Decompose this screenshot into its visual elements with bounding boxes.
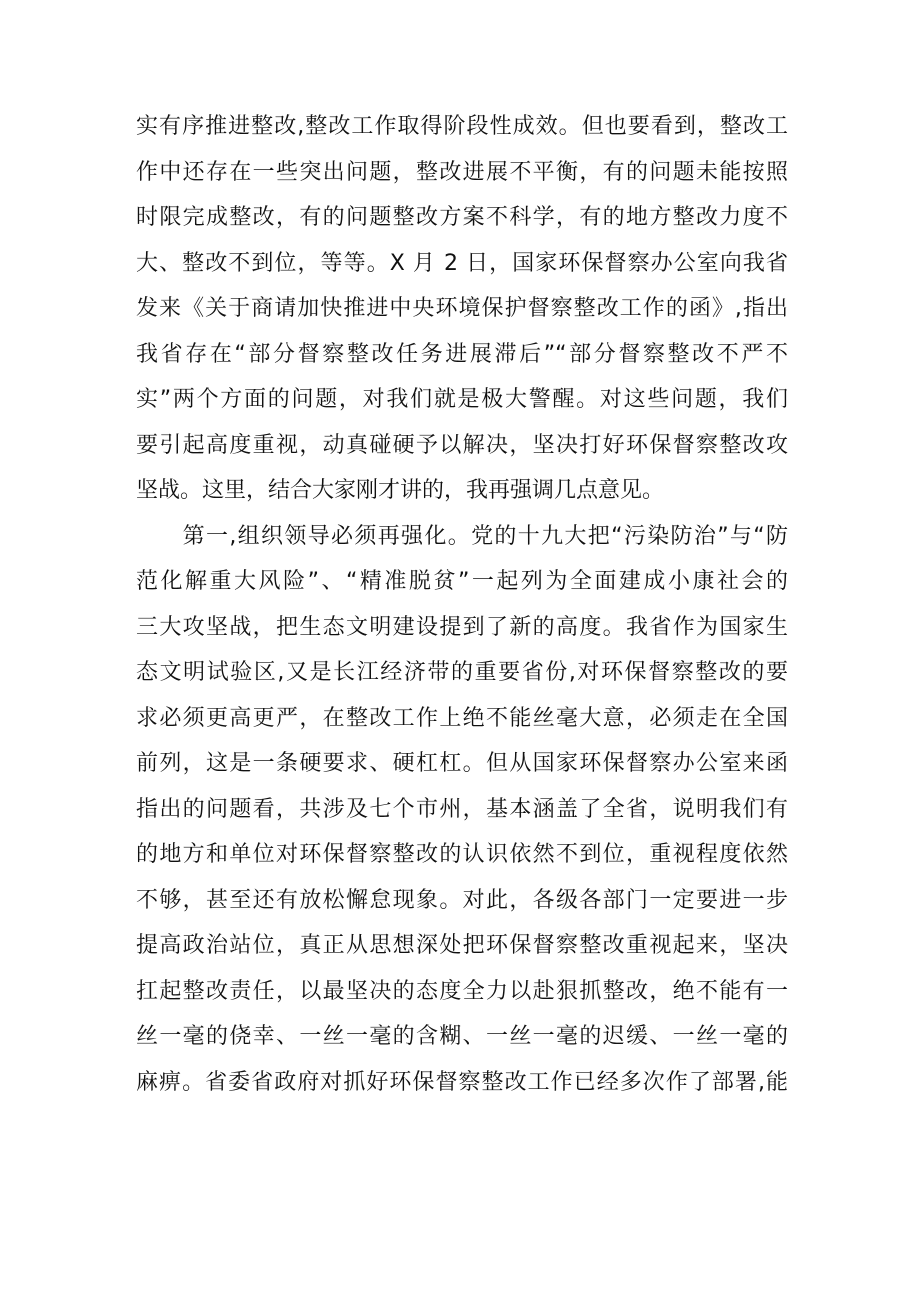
text-line: 作中还存在一些突出问题，整改进展不平衡，有的问题未能按照 [136,159,788,185]
text-line: 麻痹。省委省政府对抓好环保督察整改工作已经多次作了部署,能 [136,1069,788,1095]
text-line: 大、整改不到位，等等。X 月 2 日，国家环保督察办公室向我省 [136,250,788,276]
text-line: 扛起整改责任，以最坚决的态度全力以赴狠抓整改，绝不能有一 [136,978,788,1004]
paragraph-end-line: 坚战。这里，结合大家刚才讲的，我再强调几点意见。 [136,478,665,503]
text-line: 丝一毫的侥幸、一丝一毫的含糊、一丝一毫的迟缓、一丝一毫的 [136,1024,788,1049]
text-line: 时限完成整改，有的问题整改方案不科学，有的地方整改力度不 [136,205,788,230]
text-line: 我省存在“部分督察整改任务进展滞后”“部分督察整改不严不 [136,341,788,367]
text-line: 不够，甚至还有放松懈怠现象。对此，各级各部门一定要进一步 [136,887,788,913]
text-line: 态文明试验区,又是长江经济带的重要省份,对环保督察整改的要 [136,660,788,685]
text-line: 前列，这是一条硬要求、硬杠杠。但从国家环保督察办公室来函 [136,751,788,776]
text-line: 提高政治站位，真正从思想深处把环保督察整改重视起来，坚决 [136,933,788,958]
text-line: 求必须更高更严，在整改工作上绝不能丝毫大意，必须走在全国 [136,705,788,731]
text-line: 实有序推进整改,整改工作取得阶段性成效。但也要看到，整改工 [136,114,788,139]
paragraph-start-line: 第一,组织领导必须再强化。党的十九大把“污染防治”与“防 [136,523,788,549]
text-line: 指出的问题看，共涉及七个市州，基本涵盖了全省，说明我们有 [136,796,788,822]
text-line: 三大攻坚战，把生态文明建设提到了新的高度。我省作为国家生 [136,614,788,640]
text-line: 发来《关于商请加快推进中央环境保护督察整改工作的函》,指出 [136,296,788,321]
body-text [136,104,788,1105]
text-line: 实”两个方面的问题，对我们就是极大警醒。对这些问题，我们 [136,387,788,412]
text-line: 要引起高度重视，动真碰硬予以解决，坚决打好环保督察整改攻 [136,432,788,458]
text-line: 的地方和单位对环保督察整改的认识依然不到位，重视程度依然 [136,842,788,867]
text-line: 范化解重大风险”、“精准脱贫”一起列为全面建成小康社会的 [136,569,788,594]
